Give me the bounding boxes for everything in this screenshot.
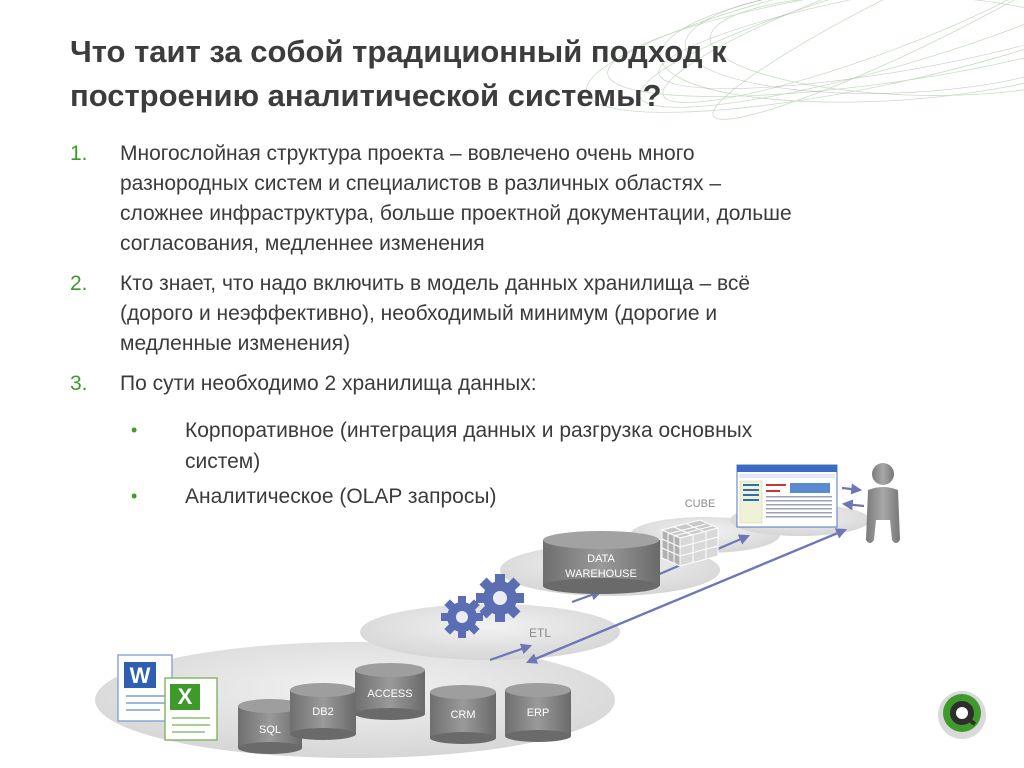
db-cylinder-crm [430, 685, 496, 744]
bullet-line: Корпоративное (интеграция данных и разгрузка основных [185, 419, 753, 442]
analytics-app-window [737, 465, 837, 527]
list-line: Многослойная структура проекта – вовлечено очень много [120, 142, 695, 165]
excel-document-icon [165, 678, 217, 740]
data-warehouse-cylinder [543, 531, 660, 594]
etl-label: ETL [528, 626, 552, 640]
db-label: ERP [526, 707, 550, 719]
db-cylinder-access [355, 663, 425, 720]
bullet-mark: • [131, 486, 138, 506]
svg-text:W: W [129, 663, 151, 688]
svg-text:X: X [177, 684, 193, 709]
list-line: Кто знает, что надо включить в модель данных хранилища – всё [120, 272, 751, 295]
list-number: 1. [70, 142, 88, 165]
user-person-icon [866, 463, 900, 543]
bullet-line: Аналитическое (OLAP запросы) [185, 485, 497, 508]
title-line-2: построению аналитической системы? [70, 78, 662, 113]
list-line: согласования, медленнее изменения [120, 232, 485, 255]
flow-arrow [844, 504, 864, 506]
db-label: DB2 [312, 706, 334, 718]
db-cylinder-erp [505, 683, 571, 742]
bullet-line: систем) [185, 450, 261, 473]
warehouse-label-line-2: WAREHOUSE [565, 568, 637, 580]
title-line-1: Что таит за собой традиционный подход к [70, 34, 727, 69]
list-line: разнородных систем и специалистов в различных областях – [120, 172, 722, 195]
list-number: 3. [70, 372, 88, 395]
list-line: (дорого и неэффективно), необходимый минимум (дорогие и [120, 302, 718, 325]
list-line: сложнее инфраструктура, больше проектной документации, дольше [120, 202, 792, 225]
word-document-icon [118, 655, 172, 721]
db-label: CRM [450, 709, 476, 721]
db-label: SQL [258, 724, 282, 736]
list-number: 2. [70, 272, 88, 295]
flow-arrow [842, 488, 860, 490]
bullet-mark: • [131, 420, 138, 440]
warehouse-label-line-1: DATA [587, 553, 615, 565]
cube-label: CUBE [684, 498, 716, 510]
list-line: По сути необходимо 2 хранилища данных: [120, 372, 537, 395]
db-label: ACCESS [367, 688, 413, 700]
db-cylinder-db2 [290, 683, 356, 740]
list-line: медленные изменения) [120, 332, 351, 355]
qlikview-logo [938, 691, 986, 739]
